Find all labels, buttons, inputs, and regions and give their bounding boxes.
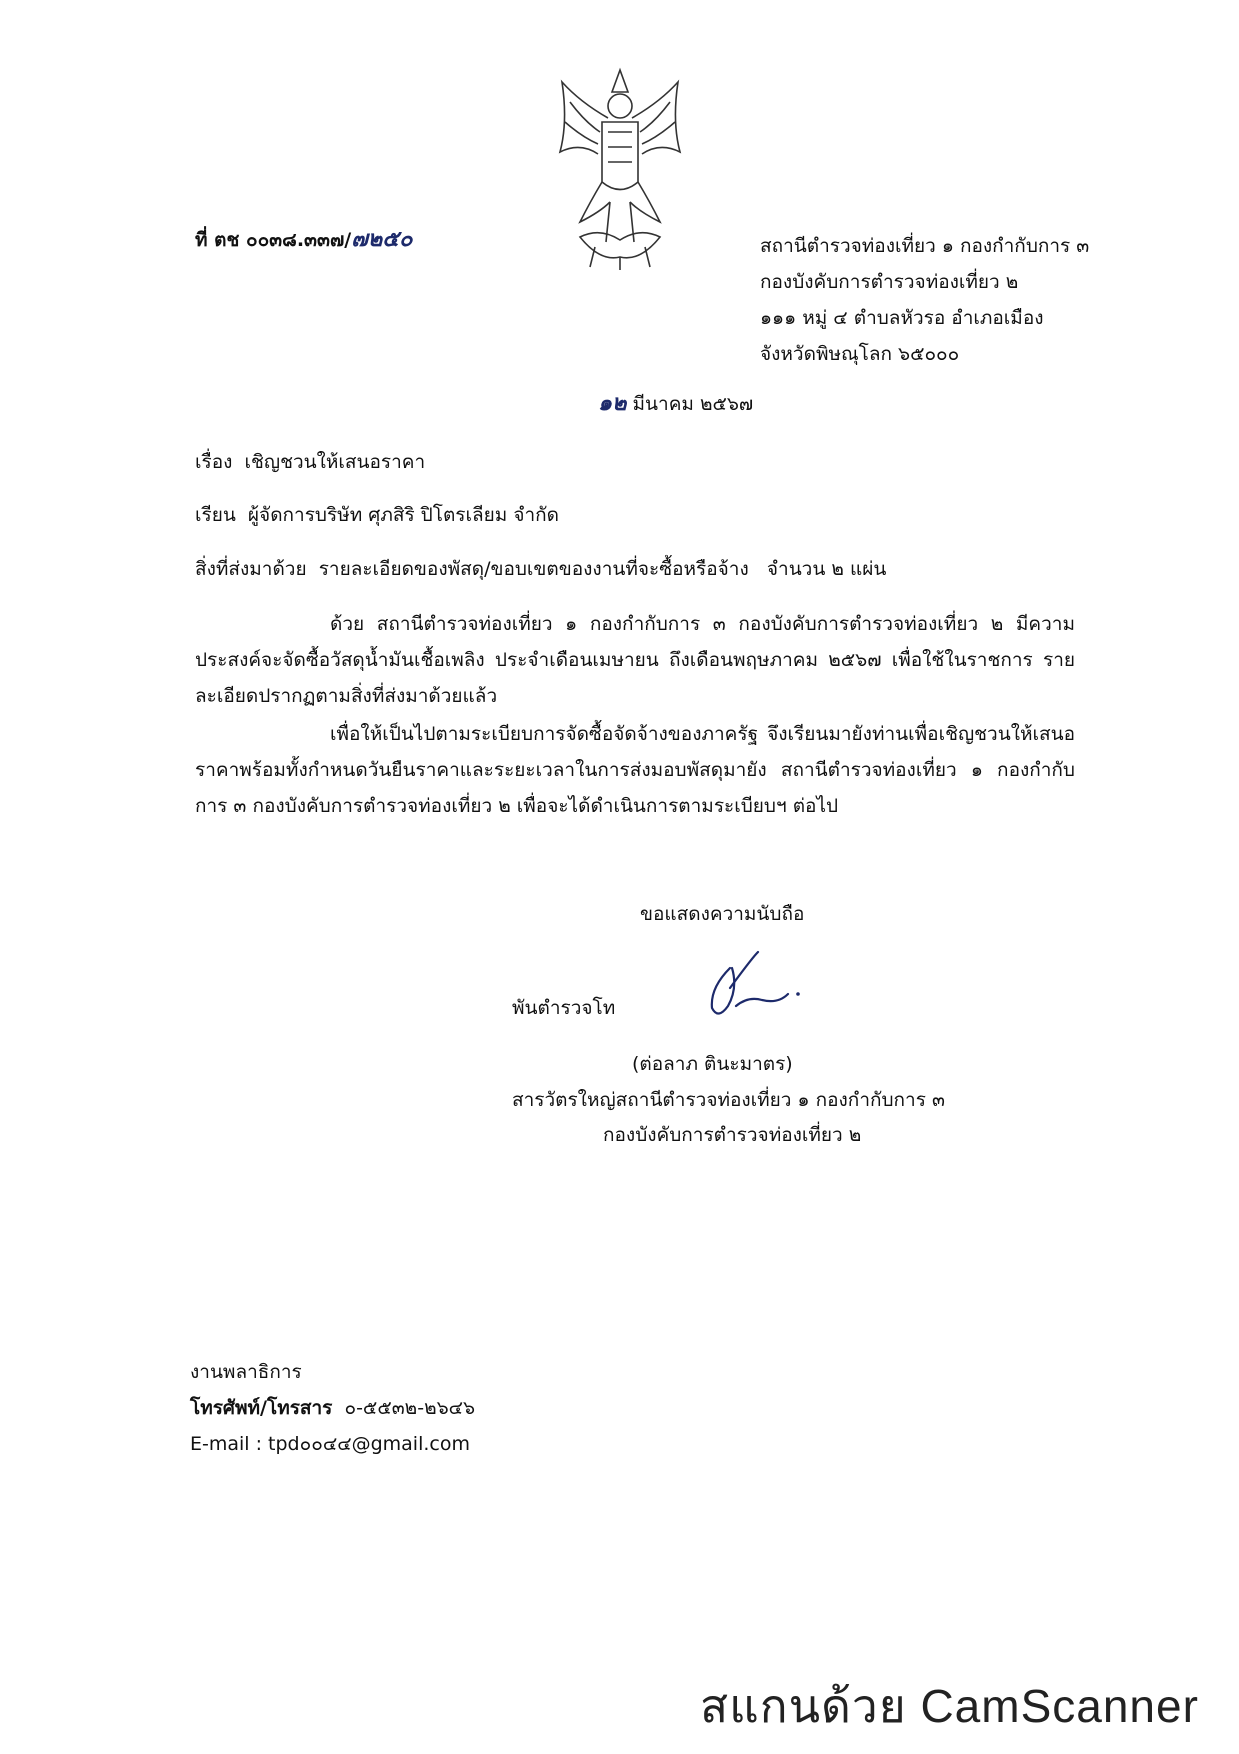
closing-salutation: ขอแสดงความนับถือ — [640, 903, 805, 925]
body-paragraph-2-text: เพื่อให้เป็นไปตามระเบียบการจัดซื้อจัดจ้างของภาครัฐ จึงเรียนมายังท่านเพื่อเชิญชวนให้เสนอราคาพร้อมทั้งกำหนดวันยืนราคาและระยะเวลาในการส่งมอบพัสดุมายัง สถานีตำรวจท่องเที่ยว ๑ กองกำกับการ ๓ กองบังคับการตำรวจท่องเที่ยว ๒ เพื่อจะได้ดำเนินการตามระเบียบฯ ต่อไป — [195, 723, 1075, 817]
subject-text: เชิญชวนให้เสนอราคา — [244, 451, 426, 473]
signer-name: (ต่อลาภ ตินะมาตร) — [632, 1053, 793, 1075]
contact-department: งานพลาธิการ — [190, 1361, 302, 1383]
addressee-label: เรียน — [195, 504, 236, 526]
subject-line — [195, 450, 425, 474]
enclosure-label: สิ่งที่ส่งมาด้วย — [195, 558, 307, 580]
address-line: สถานีตำรวจท่องเที่ยว ๑ กองกำกับการ ๓ — [760, 235, 1090, 257]
date-month-year: มีนาคม ๒๕๖๗ — [632, 393, 754, 415]
contact-phone: ๐-๕๕๓๒-๒๖๔๖ — [344, 1397, 476, 1419]
signer-rank: พันตำรวจโท — [512, 997, 616, 1019]
contact-email: E-mail : tpd๐๐๔๔@gmail.com — [190, 1433, 470, 1455]
contact-phone-line — [190, 1396, 475, 1420]
address-line: ๑๑๑ หมู่ ๔ ตำบลหัวรอ อำเภอเมือง — [760, 307, 1044, 329]
reference-number — [195, 228, 412, 252]
enclosure-count: จำนวน ๒ แผ่น — [766, 558, 887, 580]
handwritten-signature — [692, 948, 812, 1028]
address-line: จังหวัดพิษณุโลก ๖๕๐๐๐ — [760, 343, 960, 365]
address-line: กองบังคับการตำรวจท่องเที่ยว ๒ — [760, 271, 1019, 293]
contact-phone-label: โทรศัพท์/โทรสาร — [190, 1397, 333, 1419]
body-paragraph-1 — [195, 606, 1075, 714]
reference-prefix: ที่ ตช ๐๐๓๘.๓๓๗/ — [195, 229, 352, 251]
sender-address — [760, 228, 1089, 372]
subject-label: เรื่อง — [195, 451, 233, 473]
enclosure-line — [195, 557, 886, 581]
body-paragraph-2 — [195, 716, 1075, 824]
addressee-text: ผู้จัดการบริษัท ศุภสิริ ปิโตรเลียม จำกัด — [247, 504, 559, 526]
enclosure-text: รายละเอียดของพัสดุ/ขอบเขตของงานที่จะซื้อหรือจ้าง — [318, 558, 749, 580]
reference-handwritten-number: ๗๒๕๐ — [351, 227, 413, 252]
date-day: ๑๒ — [598, 391, 627, 416]
scanner-watermark: สแกนด้วย CamScanner — [700, 1680, 1199, 1732]
body-paragraph-1-text: ด้วย สถานีตำรวจท่องเที่ยว ๑ กองกำกับการ ๓ กองบังคับการตำรวจท่องเที่ยว ๒ มีความประสงค์จะจัดซื้อวัสดุน้ำมันเชื้อเพลิง ประจำเดือนเมษายน ถึงเดือนพฤษภาคม ๒๕๖๗ เพื่อใช้ในราชการ รายละเอียดปรากฏตามสิ่งที่ส่งมาด้วยแล้ว — [195, 613, 1075, 707]
signer-position-line-1: สารวัตรใหญ่สถานีตำรวจท่องเที่ยว ๑ กองกำกับการ ๓ — [512, 1089, 945, 1111]
addressee-line — [195, 503, 559, 527]
letter-date — [598, 392, 753, 416]
garuda-emblem — [550, 62, 690, 272]
signer-position-line-2: กองบังคับการตำรวจท่องเที่ยว ๒ — [603, 1124, 862, 1146]
